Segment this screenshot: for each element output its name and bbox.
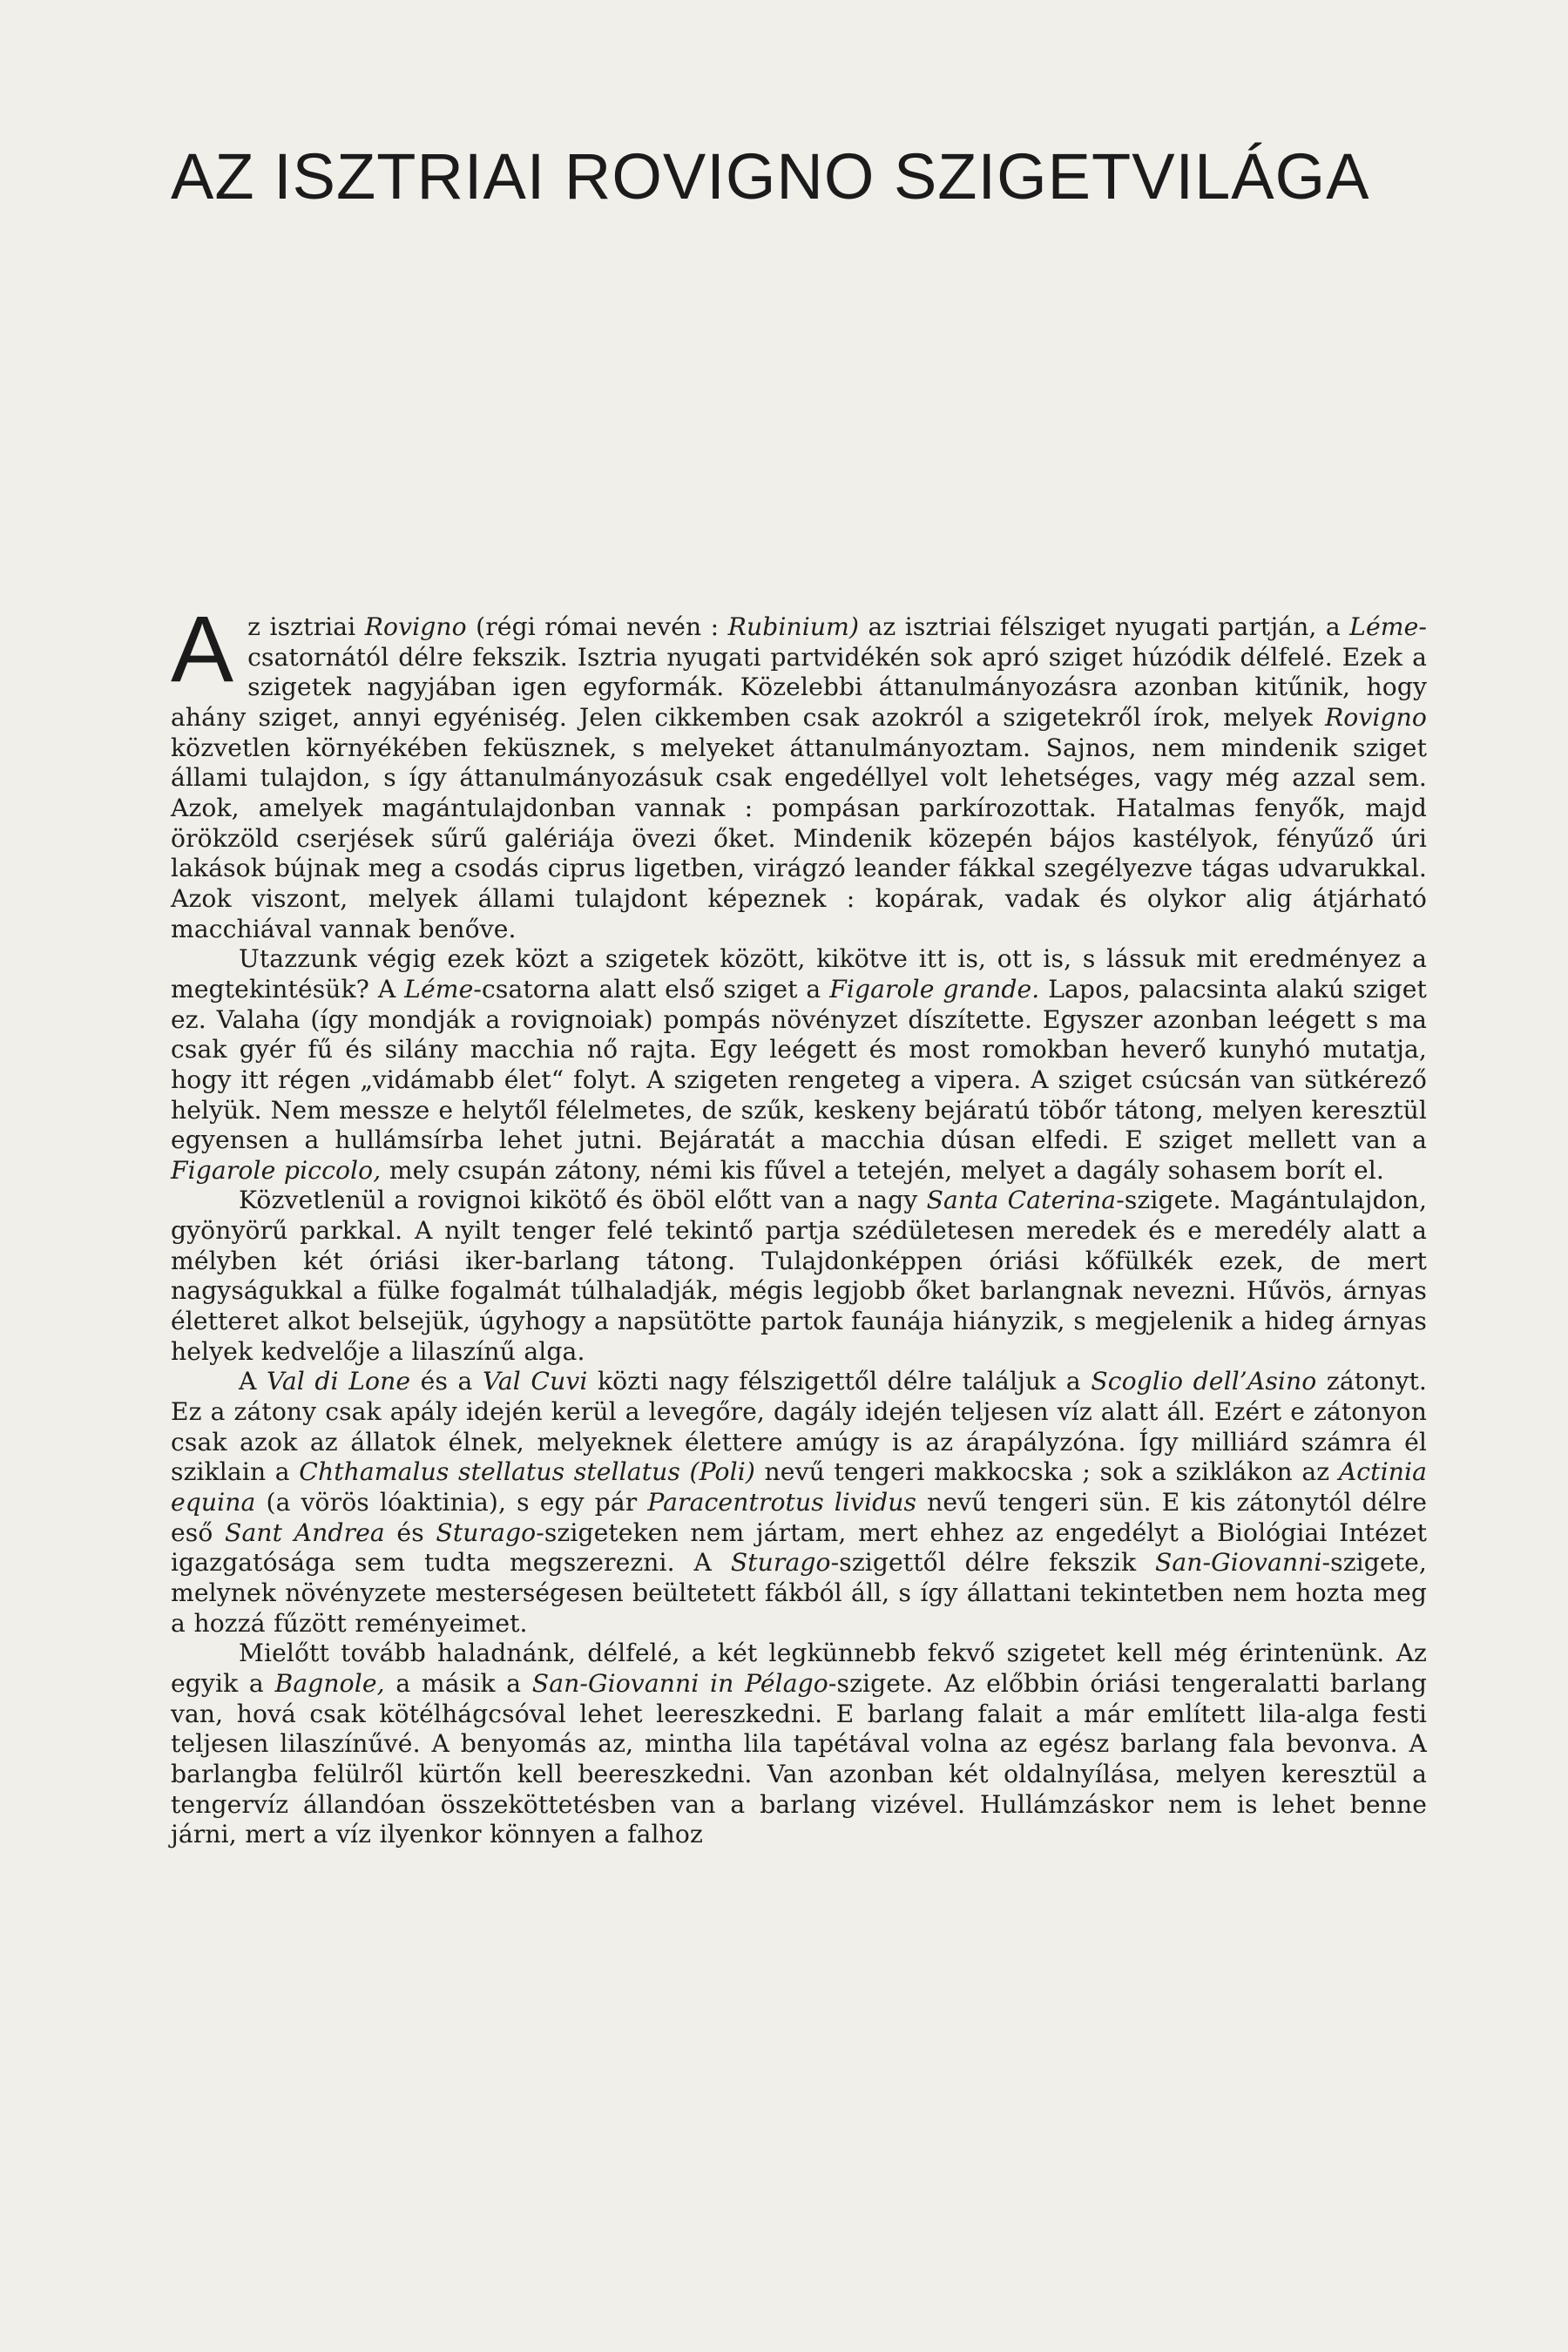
text-run: -szigete. Magántulajdon, gyönyörű parkkal. A nyilt tenger felé tekintő partja szédületesen meredek és e meredély alatt a mélyben két óriási iker-barlang tátong. Tulajdonképpen óriási kőfülkék ezek, de mert nagyságukkal a fülke fogalmát túlhaladják, mégis legjobb őket barlangnak nevezni. Hűvös, árnyas életteret alkot belsejük, úgyhogy a napsütötte partok faunája hiányzik, s megjelenik a hideg árnyas helyek kedvelője a lilaszínű alga. [171, 1186, 1427, 1366]
text-run: közti nagy félszigettől délre találjuk a [587, 1367, 1092, 1396]
text-run: és a [410, 1367, 483, 1396]
italic-term: Rubinium) [727, 612, 860, 641]
body-paragraph [171, 1639, 1427, 1850]
body-paragraph [171, 1367, 1427, 1639]
italic-term: Rovigno [1324, 702, 1427, 732]
italic-term: Paracentrotus lividus [647, 1488, 917, 1517]
text-run: és [384, 1517, 436, 1547]
article-title: AZ ISZTRIAI ROVIGNO SZIGETVILÁGA [171, 140, 1370, 213]
text-run: -szigete. Az előbbin óriási tengeralatti barlang van, hová csak kötélhágcsóval lehet leereszkedni. E barlang falait a már említett lila-alga festi teljesen lilaszínűvé. A benyomás az, mintha lila tapétával volna az egész barlang fala bevonva. A barlangba felülről kürtőn kell beereszkedni. Van azonban két oldalnyílása, melyen keresztül a tengervíz állandóan összeköttetésben van a barlang vizével. Hullámzáskor nem is lehet benne járni, mert a víz ilyenkor könnyen a falhoz [171, 1668, 1427, 1849]
body-paragraph [171, 596, 1427, 944]
text-run: (a vörös lóaktinia), s egy pár [255, 1488, 648, 1517]
text-run: -csatornától délre fekszik. Isztria nyugati partvidékén sok apró sziget húzódik délfelé. Ezek a szigetek nagyjában igen egyformák. Közelebbi áttanulmányozásra azonban kitűnik, hogy ahány sziget, annyi egyéniség. Jelen cikkemben csak azokról a szigetekről írok, melyek [171, 612, 1427, 732]
italic-term: Chthamalus stellatus stellatus (Poli) [299, 1457, 755, 1487]
italic-term: Scoglio dell’Asino [1091, 1367, 1317, 1396]
italic-term: Val di Lone [267, 1367, 411, 1396]
italic-term: Sant Andrea [225, 1517, 385, 1547]
text-run: Utazzunk végig ezek közt a szigetek között, kikötve itt is, ott is, s lássuk mit eredményez a megtekintésük? A [171, 944, 1427, 1004]
italic-term: Rovigno [364, 612, 467, 641]
text-run: Közvetlenül a rovignoi kikötő és öböl előtt van a nagy [239, 1186, 927, 1215]
text-run: -szigeteken nem jártam, mert ehhez az engedélyt a Biológiai Intézet igazgatósága sem tudta megszerezni. A [171, 1517, 1428, 1578]
italic-term: Léme [1349, 612, 1419, 641]
italic-term: Bagnole, [274, 1668, 385, 1698]
text-run: -csatorna alatt első sziget a [473, 974, 830, 1004]
text-run: Mielőtt tovább haladnánk, délfelé, a két legkünnebb fekvő szigetet kell még érintenünk. Az egyik a [171, 1639, 1427, 1698]
italic-term: Sturago [730, 1548, 831, 1578]
text-run: Lapos, palacsinta alakú sziget ez. Valaha (így mondják a rovignoiak) pompás növényzet díszítette. Egyszer azonban leégett s ma csak gyér fű és silány macchia nő rajta. Egy leégett és most romokban heverő kunyhó mutatja, hogy itt régen „vidámabb élet“ folyt. A szigeten rengeteg a vipera. A sziget csúcsán van sütkérező helyük. Nem messze e helytől félelmetes, de szűk, keskeny bejáratú töbőr tátong, melyen keresztül egyensen a hullámsírba lehet jutni. Bejáratát a macchia dúsan elfedi. E sziget mellett van a [171, 974, 1427, 1155]
italic-term: Sturago [436, 1517, 537, 1547]
text-run: A [239, 1367, 267, 1396]
text-run: (régi római nevén : [466, 612, 728, 641]
body-paragraph [171, 1186, 1427, 1367]
text-run: mely csupán zátony, némi kis fűvel a tetején, melyet a dagály sohasem borít el. [381, 1155, 1384, 1185]
text-run: az isztriai félsziget nyugati partján, a [859, 612, 1350, 641]
italic-term: Figarole grande. [829, 974, 1040, 1004]
text-run: -szigete, melynek növényzete mesterségesen beültetett fákból áll, s így állattani tekintetben nem hozta meg a hozzá fűzött reményeimet. [171, 1548, 1427, 1638]
text-run: -szigettől délre fekszik [830, 1548, 1155, 1578]
drop-cap: A [171, 596, 234, 701]
text-run: z isztriai [247, 612, 365, 641]
italic-term: San-Giovanni [1154, 1548, 1322, 1578]
text-run: a másik a [384, 1668, 532, 1698]
italic-term: Actinia equina [171, 1457, 1427, 1517]
text-run: nevű tengeri sün. E kis zátonytól délre eső [171, 1488, 1428, 1547]
body-paragraph [171, 944, 1427, 1186]
article-body [171, 596, 1428, 1850]
italic-term: San-Giovanni in Pélago [531, 1668, 828, 1698]
text-run: közvetlen környékében feküsznek, s melyeket áttanulmányoztam. Sajnos, nem mindenik sziget állami tulajdon, s így áttanulmányozásuk csak engedéllyel volt lehetséges, vagy még azzal sem. Azok, amelyek magántulajdonban vannak : pompásan parkírozottak. Hatalmas fenyők, majd örökzöld cserjések sűrű galériája övezi őket. Mindenik közepén bájos kastélyok, fényűző úri lakások bújnak meg a csodás ciprus ligetben, virágzó leander fákkal szegélyezve tágas udvarukkal. Azok viszont, melyek állami tulajdont képeznek : kopárak, vadak és olykor alig átjárható macchiával vannak benőve. [171, 733, 1427, 943]
text-run: nevű tengeri makkocska ; sok a sziklákon az [754, 1457, 1339, 1487]
italic-term: Léme [404, 974, 474, 1004]
text-run: zátonyt. Ez a zátony csak apály idején kerül a levegőre, dagály idején teljesen víz alatt áll. Ezért e zátonyon csak azok az állatok élnek, melyeknek élettere amúgy is az árapályzóna. Így milliárd számra él sziklain a [171, 1367, 1427, 1487]
italic-term: Figarole piccolo, [171, 1155, 382, 1185]
italic-term: Val Cuvi [482, 1367, 588, 1396]
italic-term: Santa Caterina [926, 1186, 1117, 1215]
